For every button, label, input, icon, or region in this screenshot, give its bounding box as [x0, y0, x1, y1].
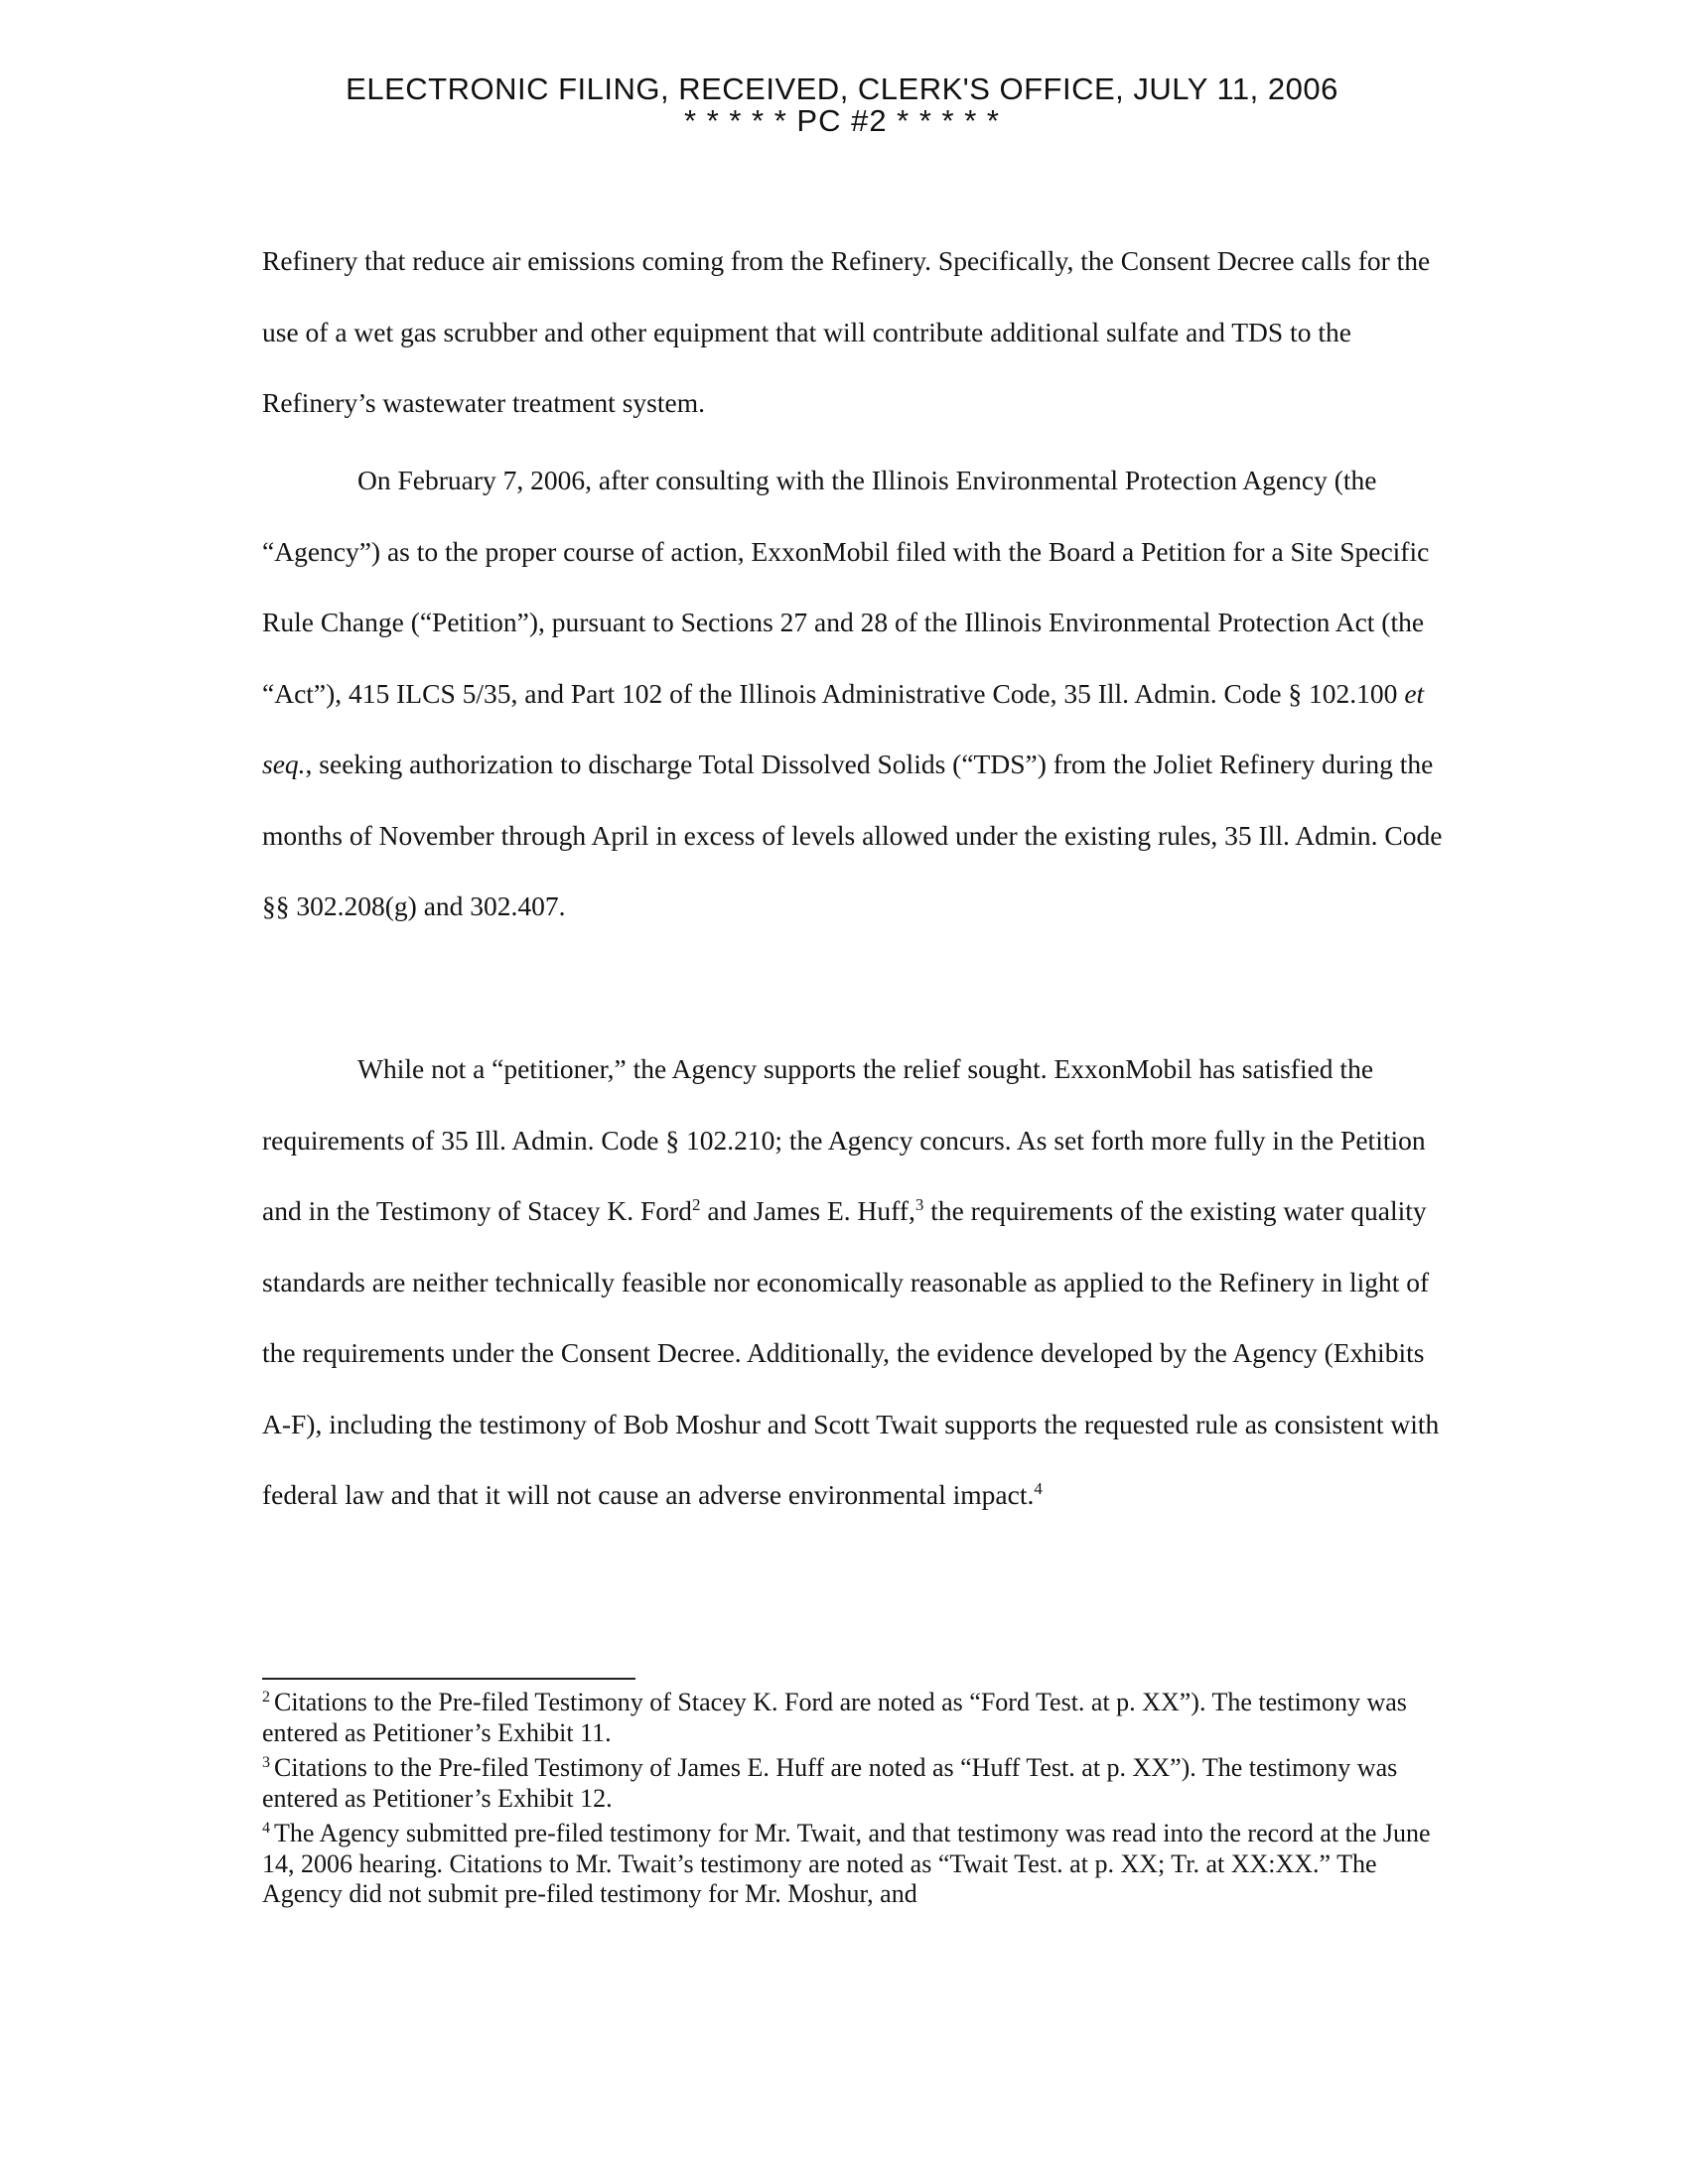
paragraph-text [262, 445, 1454, 942]
footnote-number: 2 [262, 1689, 270, 1706]
paragraph-consent-decree [262, 225, 1454, 439]
footnote-text: Citations to the Pre-filed Testimony of James E. Huff are noted as “Huff Test. at p. XX”). The testimony was entered as Petitioner’s Exhibit 12. [262, 1753, 1398, 1813]
text-run: , seeking authorization to discharge Total Dissolved Solids (“TDS”) from the Joliet Refinery during the months of November through April in excess of levels allowed under the existing rules, 35 Ill. Admin. Code §§ 302.208(g) and 302.407. [262, 749, 1443, 921]
paragraph-text [262, 1033, 1454, 1531]
footnote-number: 3 [262, 1754, 270, 1771]
footnote-4 [262, 1819, 1454, 1910]
italic-text: et seq. [262, 677, 1425, 779]
footnote-divider [262, 1678, 635, 1680]
footnote-ref-4[interactable]: 4 [1034, 1479, 1043, 1498]
paragraph-agency-support [262, 1033, 1454, 1531]
footnote-2 [262, 1688, 1454, 1748]
paragraph-petition [262, 445, 1454, 942]
filing-stamp: ELECTRONIC FILING, RECEIVED, CLERK'S OFFICE, JULY 11, 2006 [346, 71, 1338, 106]
text-run: While not a “petitioner,” the Agency supports the relief sought. ExxonMobil has satisfied the requirements of 35 Ill. Admin. Code § 102.210; the Agency concurs. As set forth more fully in the Petition and in the Testimony of Stacey K. Ford [262, 1053, 1426, 1226]
paragraph-text: Refinery that reduce air emissions coming from the Refinery. Specifically, the Consent Decree calls for the use of a wet gas scrubber and other equipment that will contribute additional sulfate and TDS to the Refinery’s wastewater treatment system. [262, 245, 1431, 418]
footnote-text: The Agency submitted pre-filed testimony for Mr. Twait, and that testimony was read into the record at the June 14, 2006 hearing. Citations to Mr. Twait’s testimony are noted as “Twait Test. at p. XX; Tr. at XX:XX.” The Agency did not submit pre-filed testimony for Mr. Moshur, and [262, 1819, 1431, 1908]
text-run: On February 7, 2006, after consulting with the Illinois Environmental Protection Agency (the “Agency”) as to the proper course of action, ExxonMobil filed with the Board a Petition for a Site Specific Rule Change (“Petition”), pursuant to Sections 27 and 28 of the Illinois Environmental Protection Act (the “Act”), 415 ILCS 5/35, and Part 102 of the Illinois Administrative Code, 35 Ill. Admin. Code § 102.100 [262, 465, 1430, 709]
footnote-3 [262, 1753, 1454, 1814]
footnote-text: Citations to the Pre-filed Testimony of Stacey K. Ford are noted as “Ford Test. at p. XX”). The testimony was entered as Petitioner’s Exhibit 11. [262, 1688, 1407, 1747]
footnote-number: 4 [262, 1820, 270, 1837]
pc-number: * * * * * PC #2 * * * * * [684, 103, 1000, 138]
text-run: the requirements of the existing water quality standards are neither technically feasible nor economically reasonable as applied to the Refinery in light of the requirements under the Consent Decree. Additionally, the evidence developed by the Agency (Exhibits A-F), including the testimony of Bob Moshur and Scott Twait supports the requested rule as consistent with federal law and that it will not cause an adverse environmental impact. [262, 1195, 1440, 1510]
footnote-ref-3[interactable]: 3 [914, 1195, 924, 1214]
text-run: and James E. Huff, [700, 1195, 915, 1226]
footnote-ref-2[interactable]: 2 [691, 1195, 701, 1214]
footnotes-section [262, 1688, 1454, 1915]
